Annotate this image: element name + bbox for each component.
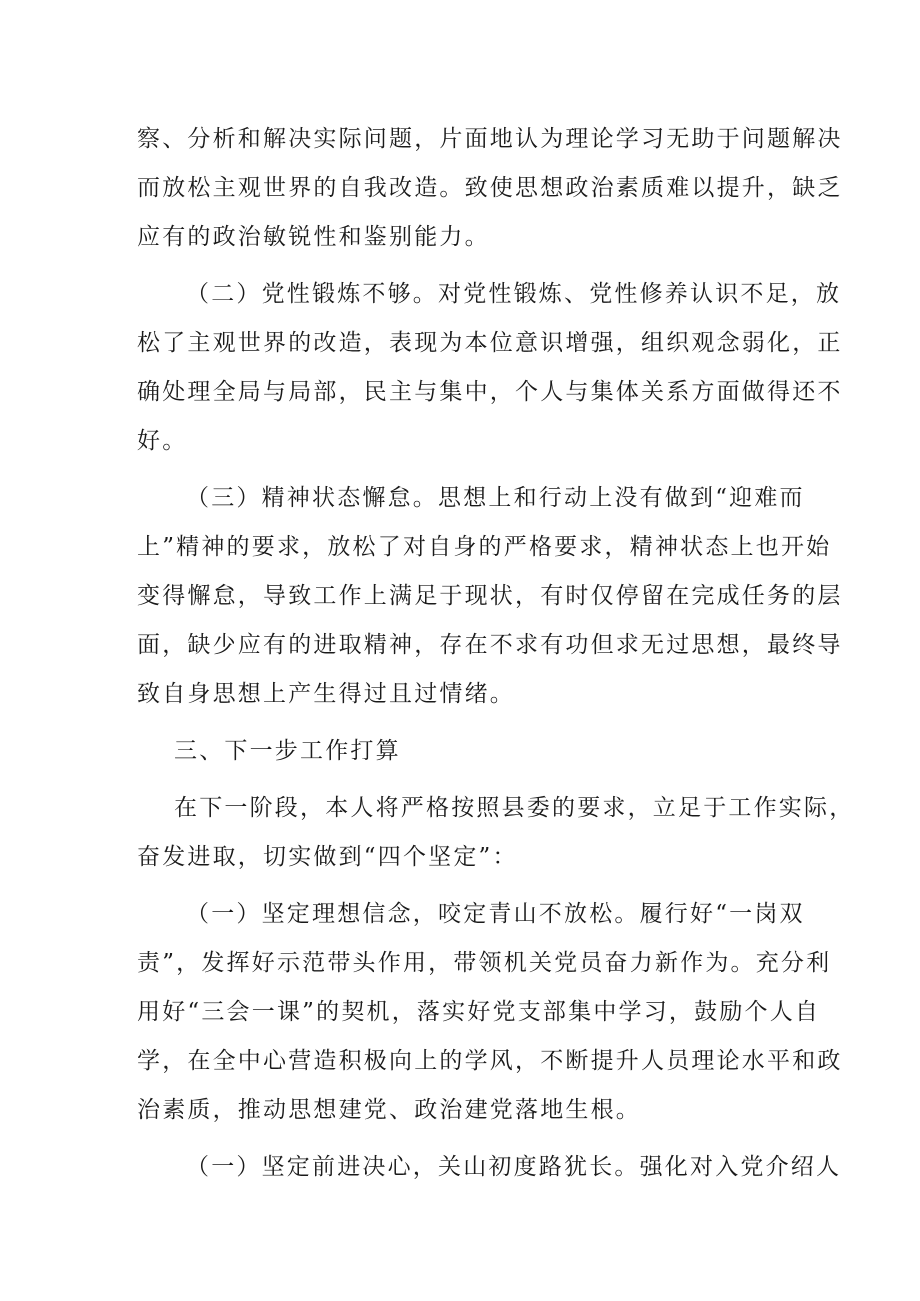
text-line: （三）精神状态懈怠。思想上和行动上没有做到“迎难而 xyxy=(186,485,805,511)
text-line: 确处理全局与局部，民主与集中，个人与集体关系方面做得还不 xyxy=(137,379,843,405)
text-line: 责”，发挥好示范带头作用，带领机关党员奋力新作为。充分利 xyxy=(137,950,832,976)
text-line: 治素质，推动思想建党、政治建党落地生根。 xyxy=(137,1097,641,1123)
text-line: 致自身思想上产生得过且过情绪。 xyxy=(137,681,515,707)
text-line: 变得懈怠，导致工作上满足于现状，有时仅停留在完成任务的层 xyxy=(137,583,843,609)
text-line: 松了主观世界的改造，表现为本位意识增强，组织观念弱化，正 xyxy=(137,330,843,356)
text-line: （一）坚定理想信念，咬定青山不放松。履行好“一岗双 xyxy=(186,901,805,927)
text-line: 在下一阶段，本人将严格按照县委的要求，立足于工作实际， xyxy=(174,795,855,821)
text-line: 应有的政治敏锐性和鉴别能力。 xyxy=(137,224,490,250)
text-line: 好。 xyxy=(137,428,188,454)
text-line: 察、分析和解决实际问题，片面地认为理论学习无助于问题解决 xyxy=(137,126,843,152)
text-line: （二）党性锻炼不够。对党性锻炼、党性修养认识不足，放 xyxy=(186,281,842,307)
text-line: 上”精神的要求，放松了对自身的严格要求，精神状态上也开始 xyxy=(137,534,832,560)
text-line: 面，缺少应有的进取精神，存在不求有功但求无过思想，最终导 xyxy=(137,632,843,658)
text-line: 而放松主观世界的自我改造。致使思想政治素质难以提升，缺乏 xyxy=(137,175,843,201)
text-line: （一）坚定前进决心，关山初度路犹长。强化对入党介绍人 xyxy=(186,1154,842,1180)
section-heading: 三、下一步工作打算 xyxy=(174,738,401,764)
text-line: 学，在全中心营造积极向上的学风，不断提升人员理论水平和政 xyxy=(137,1048,843,1074)
text-line: 用好“三会一课”的契机，落实好党支部集中学习，鼓励个人自 xyxy=(137,999,821,1025)
text-line: 奋发进取，切实做到“四个坚定”： xyxy=(137,844,518,870)
